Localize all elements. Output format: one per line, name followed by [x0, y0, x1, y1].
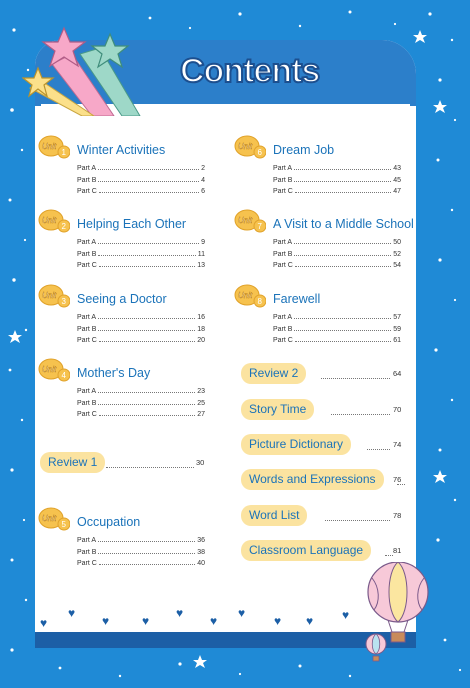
part-label: Part C: [77, 410, 97, 418]
leader-dots: [98, 330, 195, 331]
heart-icon: ♥: [306, 614, 314, 628]
star-cluster-icon: [22, 24, 150, 116]
part-row[interactable]: [77, 333, 205, 344]
page-title: Contents: [180, 52, 320, 90]
part-page: 23: [197, 388, 205, 396]
unit-parts: [77, 310, 205, 344]
heart-icon: ♥: [176, 606, 184, 620]
unit-badge-label: Unit: [42, 291, 57, 300]
part-page: 40: [197, 559, 205, 567]
leader-dots: [325, 520, 390, 521]
part-page: 4: [201, 176, 205, 184]
leader-dots: [397, 484, 405, 485]
part-label: Part C: [77, 559, 97, 567]
section-page: 76: [393, 475, 402, 484]
section-page: 81: [393, 546, 402, 555]
part-label: Part C: [273, 261, 293, 269]
part-label: Part A: [77, 314, 97, 322]
part-page: 52: [393, 250, 401, 258]
unit-number: 8: [257, 297, 262, 306]
leader-dots: [99, 266, 195, 267]
part-page: 13: [197, 261, 205, 269]
part-page: 2: [201, 165, 205, 173]
unit-badge-icon: [38, 282, 70, 310]
part-page: 47: [393, 187, 401, 195]
unit-badge-label: Unit: [42, 142, 57, 151]
heart-icon: ♥: [142, 614, 150, 628]
part-row[interactable]: [273, 161, 401, 172]
part-page: 59: [393, 325, 401, 333]
section-label: Words and Expressions: [241, 469, 384, 490]
part-label: Part B: [77, 399, 97, 407]
section-page: 78: [393, 511, 402, 520]
part-row[interactable]: [273, 321, 401, 332]
leader-dots: [294, 169, 391, 170]
leader-dots: [295, 266, 391, 267]
part-page: 9: [201, 239, 205, 247]
leader-dots: [294, 330, 391, 331]
part-row[interactable]: [77, 172, 205, 183]
part-row[interactable]: [77, 310, 205, 321]
part-page: 6: [201, 187, 205, 195]
unit-number: 5: [61, 520, 66, 529]
section-label: Word List: [241, 505, 307, 526]
part-row[interactable]: [273, 246, 401, 257]
part-label: Part C: [77, 187, 97, 195]
leader-dots: [99, 415, 195, 416]
part-label: Part C: [77, 261, 97, 269]
part-page: 27: [197, 410, 205, 418]
heart-icon: ♥: [68, 606, 76, 620]
part-page: 36: [197, 537, 205, 545]
unit-number: 1: [61, 148, 66, 157]
part-label: Part A: [273, 165, 293, 173]
unit-title: Farewell: [273, 292, 321, 306]
section-page: 70: [393, 405, 402, 414]
leader-dots: [98, 318, 195, 319]
part-row[interactable]: [273, 310, 401, 321]
leader-dots: [106, 467, 194, 468]
part-page: 45: [393, 176, 401, 184]
part-page: 61: [393, 336, 401, 344]
unit-badge-label: Unit: [238, 216, 253, 225]
part-row[interactable]: [77, 184, 205, 195]
unit-badge-label: Unit: [42, 365, 57, 374]
part-label: Part A: [77, 165, 97, 173]
part-label: Part A: [77, 537, 97, 545]
part-row[interactable]: [77, 395, 205, 406]
part-row[interactable]: [77, 556, 205, 567]
unit-badge-icon: [234, 207, 266, 235]
section-page: 64: [393, 369, 402, 378]
part-page: 18: [197, 325, 205, 333]
review-1-label: Review 1: [40, 452, 105, 473]
leader-dots: [295, 192, 391, 193]
leader-dots: [98, 181, 199, 182]
leader-dots: [98, 243, 199, 244]
unit-badge-icon: [234, 133, 266, 161]
unit-number: 7: [257, 222, 262, 231]
unit-parts: [77, 533, 205, 567]
unit-title: A Visit to a Middle School: [273, 217, 414, 231]
unit-number: 2: [61, 222, 66, 231]
unit-parts: [77, 384, 205, 418]
leader-dots: [367, 449, 390, 450]
part-page: 16: [197, 314, 205, 322]
leader-dots: [98, 404, 195, 405]
leader-dots: [98, 541, 195, 542]
unit-parts: [77, 161, 205, 195]
leader-dots: [294, 318, 391, 319]
part-label: Part B: [273, 176, 293, 184]
part-row[interactable]: [77, 533, 205, 544]
part-label: Part B: [77, 176, 97, 184]
part-label: Part A: [273, 314, 293, 322]
leader-dots: [385, 555, 393, 556]
part-page: 20: [197, 336, 205, 344]
unit-badge-label: Unit: [238, 142, 253, 151]
part-label: Part A: [77, 388, 97, 396]
part-row[interactable]: [273, 184, 401, 195]
review-1-page: 30: [196, 458, 205, 467]
unit-number: 6: [257, 148, 262, 157]
unit-badge-icon: [38, 356, 70, 384]
part-page: 57: [393, 314, 401, 322]
leader-dots: [98, 169, 199, 170]
leader-dots: [99, 192, 199, 193]
unit-badge-icon: [234, 282, 266, 310]
part-row[interactable]: [273, 333, 401, 344]
unit-number: 3: [61, 297, 66, 306]
part-row[interactable]: [77, 161, 205, 172]
part-row[interactable]: [77, 544, 205, 555]
part-page: 11: [197, 250, 205, 258]
unit-badge-label: Unit: [42, 216, 57, 225]
hot-air-balloon-icon: [358, 562, 434, 666]
leader-dots: [294, 255, 391, 256]
unit-title: Seeing a Doctor: [77, 292, 167, 306]
part-row[interactable]: [273, 172, 401, 183]
leader-dots: [321, 378, 390, 379]
leader-dots: [294, 181, 391, 182]
part-row[interactable]: [77, 384, 205, 395]
unit-parts: [77, 235, 205, 269]
part-page: 50: [393, 239, 401, 247]
section-label: Picture Dictionary: [241, 434, 351, 455]
leader-dots: [331, 414, 390, 415]
part-label: Part A: [77, 239, 97, 247]
part-label: Part B: [273, 250, 293, 258]
part-label: Part C: [77, 336, 97, 344]
leader-dots: [98, 553, 195, 554]
unit-title: Helping Each Other: [77, 217, 187, 231]
part-row[interactable]: [77, 407, 205, 418]
part-label: Part C: [273, 336, 293, 344]
heart-icon: ♥: [40, 616, 48, 630]
leader-dots: [294, 243, 391, 244]
unit-badge-label: Unit: [42, 514, 57, 523]
unit-title: Mother's Day: [77, 366, 151, 380]
unit-title: Occupation: [77, 515, 141, 529]
heart-icon: ♥: [102, 614, 110, 628]
part-page: 43: [393, 165, 401, 173]
part-page: 38: [197, 548, 205, 556]
part-row[interactable]: [77, 258, 205, 269]
part-label: Part A: [273, 239, 293, 247]
part-label: Part B: [77, 325, 97, 333]
part-page: 25: [197, 399, 205, 407]
part-row[interactable]: [273, 258, 401, 269]
unit-badge-icon: [38, 505, 70, 533]
part-label: Part B: [77, 548, 97, 556]
unit-parts: [273, 310, 401, 344]
part-row[interactable]: [77, 235, 205, 246]
heart-icon: ♥: [274, 614, 282, 628]
part-row[interactable]: [77, 321, 205, 332]
leader-dots: [99, 341, 195, 342]
unit-badge-icon: [38, 133, 70, 161]
unit-badge-label: Unit: [238, 291, 253, 300]
leader-dots: [98, 255, 195, 256]
unit-parts: [273, 161, 401, 195]
part-label: Part C: [273, 187, 293, 195]
leader-dots: [295, 341, 391, 342]
heart-icon: ♥: [210, 614, 218, 628]
part-row[interactable]: [77, 246, 205, 257]
part-page: 54: [393, 261, 401, 269]
section-page: 74: [393, 440, 402, 449]
unit-badge-icon: [38, 207, 70, 235]
unit-parts: [273, 235, 401, 269]
part-row[interactable]: [273, 235, 401, 246]
leader-dots: [99, 564, 195, 565]
section-label: Review 2: [241, 363, 306, 384]
leader-dots: [98, 392, 195, 393]
unit-number: 4: [61, 371, 66, 380]
heart-icon: ♥: [238, 606, 246, 620]
part-label: Part B: [273, 325, 293, 333]
part-label: Part B: [77, 250, 97, 258]
unit-title: Dream Job: [273, 143, 335, 157]
section-label: Story Time: [241, 399, 314, 420]
unit-title: Winter Activities: [77, 143, 166, 157]
section-label: Classroom Language: [241, 540, 371, 561]
heart-icon: ♥: [342, 608, 350, 622]
